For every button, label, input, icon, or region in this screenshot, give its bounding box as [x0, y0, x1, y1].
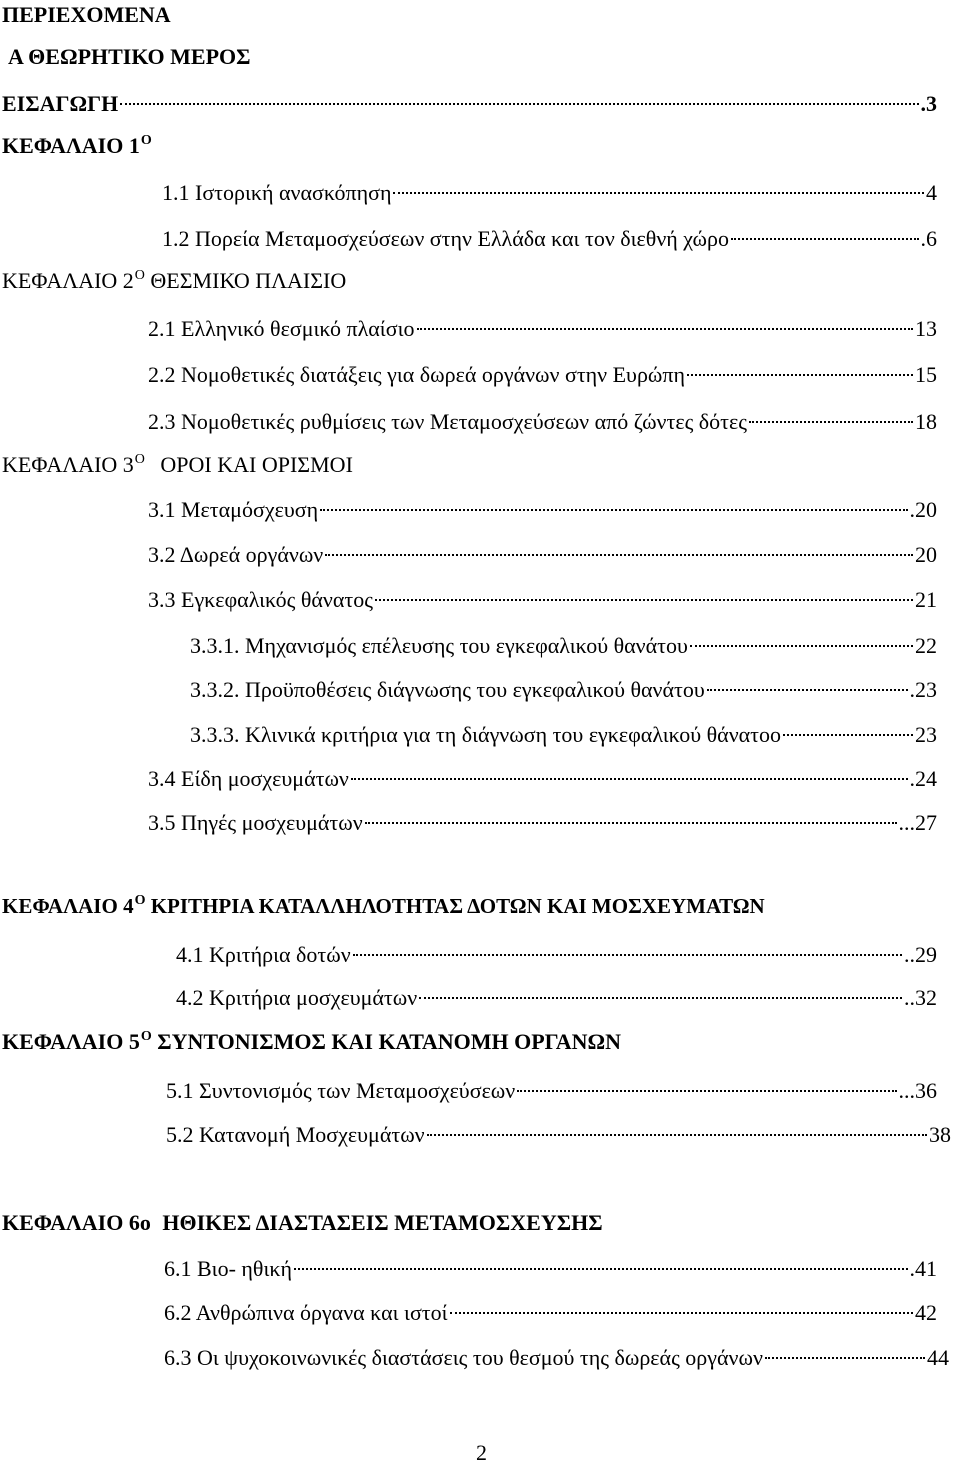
chapter-title: ΘΕΣΜΙΚΟ ΠΛΑΙΣΙΟ [150, 268, 347, 293]
toc-title: ΠΕΡΙΕΧΟΜΕΝΑ [2, 2, 171, 27]
entry-text: 5.1 Συντονισμός των Μεταμοσχεύσεων [166, 1078, 516, 1103]
entry-text: 4.1 Κριτήρια δοτών [176, 942, 351, 967]
toc-entry-3-2 [148, 542, 937, 568]
chapter-4-heading [2, 893, 765, 919]
entry-page: 22 [915, 633, 937, 658]
leader-dots [320, 509, 907, 511]
toc-entry-2-1 [148, 316, 937, 342]
leader-dots [365, 822, 897, 824]
toc-entry-4-2 [176, 985, 937, 1011]
entry-text: 3.3.2. Προϋποθέσεις διάγνωσης του εγκεφαλικού θανάτου [190, 677, 705, 702]
leader-dots [351, 778, 908, 780]
entry-page: 4 [926, 180, 937, 205]
entry-page: ...36 [898, 1078, 937, 1103]
entry-page: 23 [915, 722, 937, 747]
toc-entry-2-2 [148, 362, 937, 388]
toc-entry-3-5 [148, 810, 937, 836]
entry-page: 20 [915, 542, 937, 567]
entry-text: 4.2 Κριτήρια μοσχευμάτων [176, 985, 418, 1010]
entry-page: 44 [927, 1345, 949, 1370]
entry-text: 1.2 Πορεία Μεταμοσχεύσεων στην Ελλάδα και τον διεθνή χώρο [162, 226, 730, 251]
entry-page: .3 [920, 91, 937, 116]
leader-dots [325, 554, 913, 556]
entry-text: 3.3.1. Μηχανισμός επέλευσης του εγκεφαλικού θανάτου [190, 633, 688, 658]
chapter-label: ΚΕΦΑΛΑΙΟ 4 [2, 894, 134, 918]
entry-text: 6.3 Οι ψυχοκοινωνικές διαστάσεις του θεσμού της δωρεάς οργάνων [164, 1345, 763, 1370]
chapter-superscript: Ο [134, 893, 146, 908]
chapter-2-heading [2, 268, 346, 294]
toc-entry-6-1 [164, 1256, 937, 1282]
leader-dots [687, 374, 913, 376]
toc-entry-5-1 [166, 1078, 937, 1104]
toc-entry-2-3 [148, 409, 937, 435]
entry-text: 3.3 Εγκεφαλικός θάνατος [148, 587, 373, 612]
leader-dots [353, 954, 902, 956]
entry-page: .41 [909, 1256, 937, 1281]
leader-dots [783, 734, 913, 736]
leader-dots [120, 103, 918, 105]
toc-entry-3-1 [148, 497, 937, 523]
toc-entry-3-4 [148, 766, 937, 792]
chapter-label: ΚΕΦΑΛΑΙΟ 2 [2, 268, 134, 293]
chapter-superscript: Ο [134, 452, 145, 467]
entry-text: 6.1 Βιο- ηθική [164, 1256, 292, 1281]
chapter-label: ΚΕΦΑΛΑΙΟ 1 [2, 133, 140, 158]
toc-entry-3-3-1 [190, 633, 937, 659]
chapter-title: ΗΘΙΚΕΣ ΔΙΑΣΤΑΣΕΙΣ ΜΕΤΑΜΟΣΧΕΥΣΗΣ [162, 1210, 603, 1235]
entry-page: 15 [915, 362, 937, 387]
chapter-5-heading [2, 1029, 621, 1055]
leader-dots [417, 328, 913, 330]
entry-text: 6.2 Ανθρώπινα όργανα και ιστοί [164, 1300, 448, 1325]
toc-entry-6-2 [164, 1300, 937, 1326]
entry-page: 38 [929, 1122, 951, 1147]
chapter-title: ΣΥΝΤΟΝΙΣΜΟΣ ΚΑΙ ΚΑΤΑΝΟΜΗ ΟΡΓΑΝΩΝ [157, 1029, 622, 1054]
entry-text: 3.3.3. Κλινικά κριτήρια για τη διάγνωση του εγκεφαλικού θάνατοο [190, 722, 782, 747]
leader-dots [375, 599, 913, 601]
entry-text: 3.5 Πηγές μοσχευμάτων [148, 810, 363, 835]
leader-dots [690, 645, 913, 647]
entry-page: ...27 [898, 810, 937, 835]
chapter-label: ΚΕΦΑΛΑΙΟ 5 [2, 1029, 140, 1054]
toc-entry-5-2 [166, 1122, 951, 1148]
entry-text: 5.2 Κατανομή Μοσχευμάτων [166, 1122, 425, 1147]
entry-page: .20 [909, 497, 937, 522]
chapter-title: ΟΡΟΙ ΚΑΙ ΟΡΙΣΜΟΙ [160, 452, 353, 477]
entry-text: 1.1 Ιστορική ανασκόπηση [162, 180, 392, 205]
entry-text: ΕΙΣΑΓΩΓΗ [2, 91, 119, 116]
leader-dots [765, 1357, 925, 1359]
toc-entry-3-3-3 [190, 722, 937, 748]
entry-page: .23 [909, 677, 937, 702]
chapter-title: ΚΡΙΤΗΡΙΑ ΚΑΤΑΛΛΗΛΟΤΗΤΑΣ ΔΟΤΩΝ ΚΑΙ ΜΟΣΧΕΥΜΑΤΩΝ [150, 894, 765, 918]
toc-entry-6-3 [164, 1345, 949, 1371]
toc-entry-intro [2, 91, 937, 117]
leader-dots [450, 1312, 913, 1314]
toc-entry-3-3 [148, 587, 937, 613]
toc-entry-4-1 [176, 942, 937, 968]
entry-text: 3.2 Δωρεά οργάνων [148, 542, 324, 567]
entry-text: 2.2 Νομοθετικές διατάξεις για δωρεά οργάνων στην Ευρώπη [148, 362, 686, 387]
entry-page: 18 [915, 409, 937, 434]
chapter-1-heading [2, 133, 152, 159]
chapter-superscript: Ο [134, 268, 145, 283]
entry-page: .24 [909, 766, 937, 791]
entry-page: 13 [915, 316, 937, 341]
chapter-6-heading [2, 1210, 603, 1236]
toc-entry-1-1 [162, 180, 937, 206]
toc-entry-3-3-2 [190, 677, 937, 703]
leader-dots [419, 997, 902, 999]
chapter-3-heading [2, 452, 353, 478]
entry-text: 3.1 Μεταμόσχευση [148, 497, 319, 522]
entry-page: .6 [920, 226, 937, 251]
toc-entry-1-2 [162, 226, 937, 252]
chapter-superscript: Ο [140, 133, 152, 148]
leader-dots [731, 238, 918, 240]
leader-dots [393, 192, 924, 194]
chapter-label: ΚΕΦΑΛΑΙΟ 6ο [2, 1210, 151, 1235]
part-heading: Α ΘΕΩΡΗΤΙΚΟ ΜΕΡΟΣ [8, 44, 251, 69]
leader-dots [427, 1134, 927, 1136]
entry-page: 42 [915, 1300, 937, 1325]
entry-page: 21 [915, 587, 937, 612]
chapter-superscript: Ο [140, 1029, 152, 1044]
entry-text: 2.3 Νομοθετικές ρυθμίσεις των Μεταμοσχεύσεων από ζώντες δότες [148, 409, 747, 434]
entry-text: 2.1 Ελληνικό θεσμικό πλαίσιο [148, 316, 415, 341]
leader-dots [294, 1268, 908, 1270]
leader-dots [517, 1090, 896, 1092]
entry-page: ..29 [904, 942, 937, 967]
page-number: 2 [476, 1440, 487, 1465]
entry-text: 3.4 Είδη μοσχευμάτων [148, 766, 349, 791]
chapter-label: ΚΕΦΑΛΑΙΟ 3 [2, 452, 134, 477]
leader-dots [749, 421, 913, 423]
leader-dots [707, 689, 908, 691]
entry-page: ..32 [904, 985, 937, 1010]
